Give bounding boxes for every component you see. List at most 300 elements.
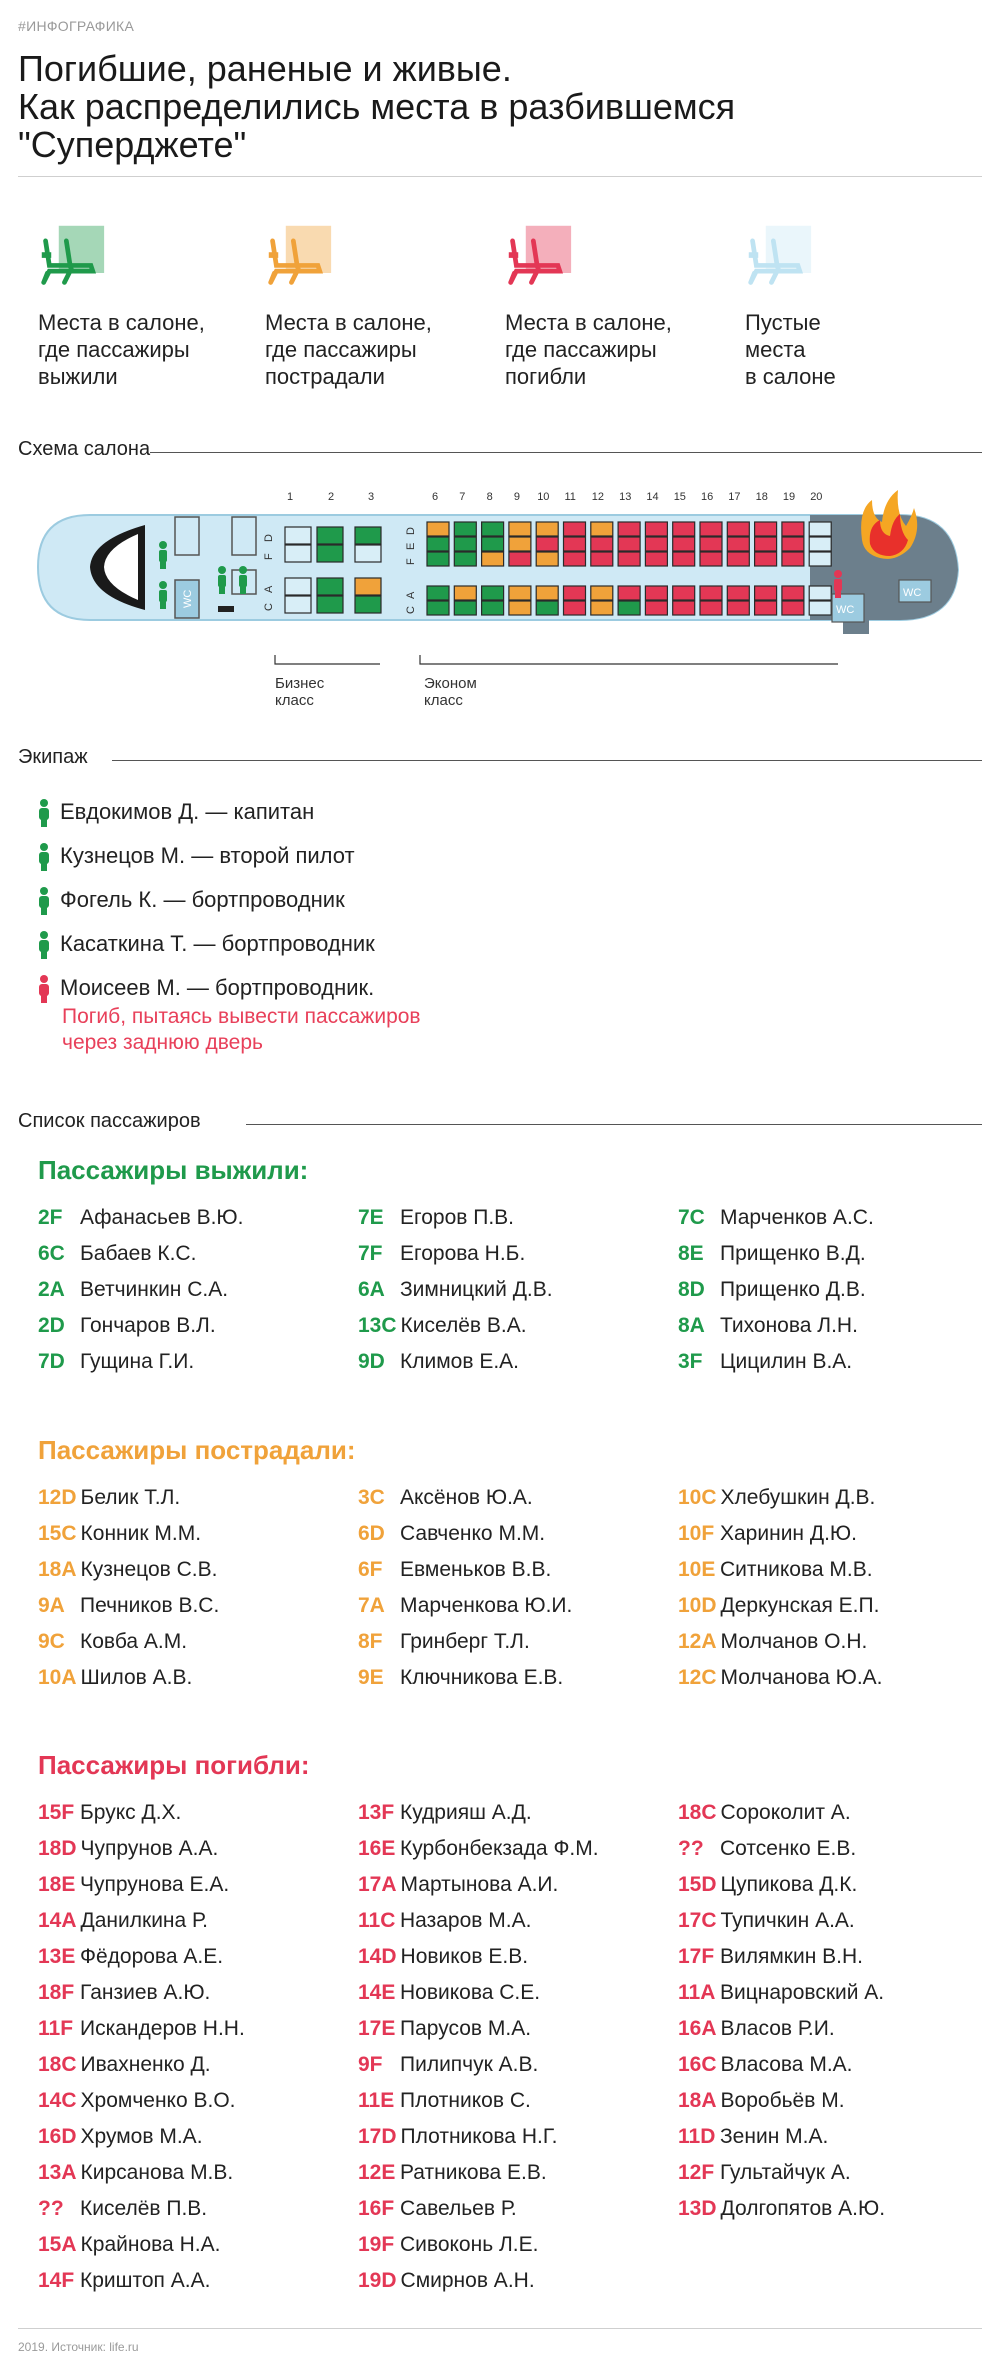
business-bracket (275, 655, 380, 664)
passenger-name: Савченко М.М. (400, 1522, 546, 1545)
crew-member (38, 929, 375, 959)
seat-economy (509, 601, 531, 615)
passenger-name: Кирсанова М.В. (80, 2161, 234, 2184)
crew-figure-head (239, 566, 247, 574)
passenger-name: Ветчинкин С.А. (80, 1278, 229, 1301)
passenger-name: Ковба А.М. (80, 1630, 188, 1653)
passenger-name: Сотсенко Е.В. (720, 1837, 857, 1860)
seat-number: 15D (678, 1873, 717, 1896)
passenger-name: Афанасьев В.Ю. (80, 1206, 244, 1229)
passenger-name: Тупичкин А.А. (720, 1909, 855, 1932)
passenger-item (38, 1200, 358, 1236)
legend-item-2 (265, 222, 465, 390)
seat-number: 7A (358, 1594, 385, 1617)
title-divider (18, 176, 982, 177)
passenger-item (678, 1831, 998, 1867)
passenger-name: Киселёв П.В. (80, 2197, 208, 2220)
row-number-14: 14 (646, 491, 659, 503)
seat-business (355, 578, 381, 595)
seat-economy (755, 552, 777, 566)
passenger-item (38, 1588, 358, 1624)
economy-class-label: Эконом (424, 675, 477, 692)
passenger-item (678, 1344, 998, 1380)
seat-economy (564, 522, 586, 536)
seat-economy (755, 537, 777, 551)
seat-economy (673, 552, 695, 566)
passenger-item (38, 1939, 358, 1975)
crew-member-name: Фогель К. — бортпроводник (60, 887, 345, 912)
legend-item-3 (505, 222, 705, 390)
passenger-item (38, 1903, 358, 1939)
seat-economy (427, 552, 449, 566)
seat-economy (454, 537, 476, 551)
seat-orange-icon (265, 222, 333, 290)
passenger-name: Печников В.С. (80, 1594, 220, 1617)
passenger-item (678, 1200, 998, 1236)
passengers-heading-line (246, 1124, 982, 1125)
legend-text-line: где пассажиры (265, 337, 417, 362)
passenger-name: Егоров П.В. (400, 1206, 515, 1229)
seat-number: 19F (358, 2233, 395, 2256)
seat-economy (645, 537, 667, 551)
passenger-column (358, 1200, 678, 1380)
passenger-name: Брукс Д.Х. (80, 1801, 182, 1824)
seat-economy (755, 586, 777, 600)
scheme-heading-line (150, 452, 982, 453)
passenger-name: Вицнаровский А. (720, 1981, 885, 2004)
seat-red-icon (505, 222, 573, 290)
seat-business (317, 527, 343, 544)
crew-figure-legs (240, 586, 246, 594)
seat-number: 2D (38, 1314, 65, 1337)
crew-figure-body (239, 575, 247, 587)
seat-economy (700, 586, 722, 600)
business-class-label-2: класс (275, 692, 314, 709)
crew-member-name: Моисеев М. — бортпроводник. (60, 975, 375, 1000)
passenger-item (358, 1200, 678, 1236)
passenger-name: Тихонова Л.Н. (720, 1314, 858, 1337)
seat-number: 10E (678, 1558, 716, 1581)
passenger-name: Чупрунов А.А. (80, 1837, 219, 1860)
passenger-item (678, 1795, 998, 1831)
passenger-name: Молчанова Ю.А. (720, 1666, 883, 1689)
seat-economy (427, 537, 449, 551)
seat-economy (618, 537, 640, 551)
passenger-name: Евменьков В.В. (400, 1558, 552, 1581)
row-number-11: 11 (564, 491, 576, 503)
seat-number: 10A (38, 1666, 77, 1689)
passenger-item (358, 1236, 678, 1272)
seat-economy (482, 522, 504, 536)
title-line-1: Погибшие, раненые и живые. (18, 48, 512, 89)
seat-economy (755, 601, 777, 615)
seat-economy (536, 522, 558, 536)
passengers-heading: Список пассажиров (18, 1110, 201, 1132)
seat-number: 7C (678, 1206, 705, 1229)
seat-economy (482, 586, 504, 600)
passenger-item (38, 1308, 358, 1344)
passenger-item (358, 2155, 678, 2191)
seat-economy (645, 522, 667, 536)
row-number-18: 18 (755, 491, 768, 503)
passenger-name: Искандеров Н.Н. (80, 2017, 245, 2040)
person-icon (38, 799, 50, 827)
passenger-item (358, 1516, 678, 1552)
legend-text-line: Места в салоне, (265, 310, 432, 335)
seat-economy (536, 601, 558, 615)
legend-text-line: пострадали (265, 364, 385, 389)
passenger-column (358, 1480, 678, 1696)
footer-divider (18, 2328, 982, 2329)
passenger-column (358, 1795, 678, 2299)
passenger-item (38, 1795, 358, 1831)
seat-letter: A (263, 585, 275, 593)
legend-text (265, 309, 465, 390)
passenger-item (678, 1903, 998, 1939)
passenger-item (358, 1344, 678, 1380)
passenger-item (358, 2083, 678, 2119)
seat-number: 18D (38, 1837, 77, 1860)
passenger-item (678, 1308, 998, 1344)
title-line-3: "Суперджете" (18, 124, 247, 165)
passenger-item (38, 2155, 358, 2191)
seat-economy (618, 552, 640, 566)
passenger-item (678, 1939, 998, 1975)
flight-attendant-figure-body (834, 579, 842, 591)
seat-economy (673, 601, 695, 615)
seat-economy (727, 586, 749, 600)
seat-economy (782, 586, 804, 600)
seat-business (355, 527, 381, 544)
pilot-figure-head (159, 541, 167, 549)
crew-member (38, 797, 314, 827)
passenger-item (358, 1552, 678, 1588)
passenger-item (38, 1344, 358, 1380)
seat-number: 19D (358, 2269, 397, 2292)
passenger-name: Курбонбекзада Ф.М. (400, 1837, 599, 1860)
economy-bracket (420, 655, 838, 664)
seat-number: 12D (38, 1486, 77, 1509)
passenger-name: Гончаров В.Л. (80, 1314, 216, 1337)
seat-economy (509, 552, 531, 566)
seat-number: 12A (678, 1630, 717, 1653)
passenger-item (678, 1516, 998, 1552)
passenger-item (38, 1236, 358, 1272)
passenger-item (38, 2227, 358, 2263)
seat-economy (509, 537, 531, 551)
person-icon (38, 843, 50, 871)
legend-text-line: места (745, 337, 806, 362)
passenger-item (38, 2119, 358, 2155)
pilot-figure-head (159, 581, 167, 589)
crew-heading-line (112, 760, 982, 761)
seat-economy (591, 586, 613, 600)
seat-economy (809, 586, 831, 600)
passenger-name: Гущина Г.И. (80, 1350, 195, 1373)
row-number-17: 17 (728, 491, 741, 503)
passenger-item (38, 2191, 358, 2227)
passenger-name: Пилипчук А.В. (400, 2053, 539, 2076)
seat-economy (645, 552, 667, 566)
seat-economy (536, 537, 558, 551)
passenger-item (38, 1660, 358, 1696)
seat-economy (482, 552, 504, 566)
passenger-item (358, 1660, 678, 1696)
passenger-name: Киселёв В.А. (400, 1314, 527, 1337)
seat-number: 17E (358, 2017, 396, 2040)
crew-figure-legs (219, 586, 225, 594)
seat-economy (782, 522, 804, 536)
pilot-figure-legs (160, 601, 166, 609)
crew-figure-body (218, 575, 226, 587)
footer-source: 2019. Источник: life.ru (18, 2340, 139, 2354)
passenger-name: Власова М.А. (720, 2053, 853, 2076)
seat-economy (700, 522, 722, 536)
flight-attendant-figure-legs (835, 590, 841, 598)
passenger-item (38, 1867, 358, 1903)
seat-number: 2F (38, 1206, 63, 1229)
seat-number: 13A (38, 2161, 77, 2184)
seat-empty-icon (745, 222, 813, 290)
passenger-name: Данилкина Р. (80, 1909, 208, 1932)
passenger-item (358, 2263, 678, 2299)
passenger-name: Егорова Н.Б. (400, 1242, 526, 1265)
passenger-name: Зимницкий Д.В. (400, 1278, 553, 1301)
seat-economy (618, 522, 640, 536)
passenger-item (38, 1272, 358, 1308)
seat-economy (427, 522, 449, 536)
seat-number: 3C (358, 1486, 385, 1509)
passenger-item (358, 2227, 678, 2263)
passenger-item (678, 2191, 998, 2227)
seat-number: 15A (38, 2233, 77, 2256)
legend-text (505, 309, 705, 390)
seat-economy (482, 601, 504, 615)
seat-letter: D (263, 534, 275, 542)
seat-economy (482, 537, 504, 551)
passenger-column (678, 1795, 998, 2227)
passenger-item (358, 2119, 678, 2155)
passenger-item (358, 2191, 678, 2227)
scheme-heading: Схема салона (18, 438, 151, 460)
passenger-name: Марченков А.С. (720, 1206, 874, 1229)
seat-number: 8F (358, 1630, 383, 1653)
legend-text-line: погибли (505, 364, 587, 389)
passenger-item (358, 1795, 678, 1831)
seat-number: 10C (678, 1486, 717, 1509)
passenger-item (678, 1272, 998, 1308)
passenger-name: Цупикова Д.К. (720, 1873, 858, 1896)
passenger-item (678, 2083, 998, 2119)
passenger-column (38, 1795, 358, 2299)
seat-number: 11C (358, 1909, 396, 1932)
crew-figure-head (218, 566, 226, 574)
crew-note-line-2: через заднюю дверь (62, 1031, 263, 1054)
passenger-column (678, 1480, 998, 1696)
passenger-name: Конник М.М. (80, 1522, 202, 1545)
passenger-name: Криштоп А.А. (80, 2269, 211, 2292)
passenger-name: Ратникова Е.В. (400, 2161, 547, 2184)
passenger-name: Плотникова Н.Г. (400, 2125, 558, 2148)
seat-number: 8D (678, 1278, 705, 1301)
legend-text-line: в салоне (745, 364, 836, 389)
seat-number: ?? (678, 1837, 704, 1860)
seat-number: 15C (38, 1522, 77, 1545)
seat-economy (618, 586, 640, 600)
crew-member (38, 885, 345, 915)
seat-number: 3F (678, 1350, 703, 1373)
seat-number: 6F (358, 1558, 383, 1581)
seat-business (285, 596, 311, 613)
passenger-name: Хлебушкин Д.В. (720, 1486, 876, 1509)
seat-number: 17D (358, 2125, 397, 2148)
seat-number: 7E (358, 1206, 384, 1229)
seat-number: 11D (678, 2125, 716, 2148)
group-heading: Пассажиры выжили: (38, 1155, 309, 1185)
passenger-item (678, 1975, 998, 2011)
seat-business (317, 578, 343, 595)
seat-number: 13F (358, 1801, 395, 1824)
seat-number: 8A (678, 1314, 705, 1337)
seat-economy (454, 522, 476, 536)
seat-number: 12F (678, 2161, 715, 2184)
passenger-name: Сороколит А. (720, 1801, 851, 1824)
passenger-name: Сивоконь Л.Е. (400, 2233, 539, 2256)
seat-economy (564, 537, 586, 551)
passenger-name: Бабаев К.С. (80, 1242, 197, 1265)
title-line-2: Как распределились места в разбившемся (18, 86, 736, 127)
seat-number: 17F (678, 1945, 715, 1968)
crew-member-name: Кузнецов М. — второй пилот (60, 843, 355, 868)
seat-economy (782, 537, 804, 551)
legend-text (38, 309, 238, 390)
passenger-item (38, 1552, 358, 1588)
passenger-name: Крайнова Н.А. (80, 2233, 221, 2256)
seat-business (355, 596, 381, 613)
passenger-name: Савельев Р. (400, 2197, 517, 2220)
seat-letter: F (405, 558, 417, 565)
seat-letter: E (405, 542, 417, 550)
crew-member-name: Евдокимов Д. — капитан (60, 799, 315, 824)
seat-business (317, 545, 343, 562)
passenger-item (678, 1588, 998, 1624)
passenger-item (38, 1516, 358, 1552)
legend-text (745, 309, 945, 390)
seat-number: 8E (678, 1242, 704, 1265)
passenger-item (358, 1588, 678, 1624)
passenger-item (678, 1624, 998, 1660)
passenger-item (678, 1480, 998, 1516)
passenger-name: Аксёнов Ю.А. (400, 1486, 533, 1509)
passenger-item (38, 1624, 358, 1660)
row-number-10: 10 (537, 491, 550, 503)
seat-number: 18A (38, 1558, 77, 1581)
passenger-item (358, 1867, 678, 1903)
seat-economy (427, 586, 449, 600)
row-number-20: 20 (810, 491, 823, 503)
seat-number: 11E (358, 2089, 395, 2112)
seat-number: 16C (678, 2053, 717, 2076)
row-number-1: 1 (287, 491, 294, 503)
row-number-12: 12 (591, 491, 605, 503)
seat-economy (618, 601, 640, 615)
seat-number: 18C (678, 1801, 717, 1824)
passenger-name: Марченкова Ю.И. (400, 1594, 573, 1617)
passenger-item (678, 1552, 998, 1588)
legend-text-line: где пассажиры (505, 337, 657, 362)
passenger-name: Климов Е.А. (400, 1350, 520, 1373)
seat-economy (564, 601, 586, 615)
passenger-name: Воробьёв М. (720, 2089, 845, 2112)
seat-economy (591, 552, 613, 566)
passenger-name: Назаров М.А. (400, 1909, 532, 1932)
passenger-name: Фёдорова А.Е. (80, 1945, 224, 1968)
seat-letter: C (263, 603, 275, 611)
passenger-name: Харинин Д.Ю. (720, 1522, 857, 1545)
row-number-2: 2 (328, 491, 335, 503)
seat-business (285, 578, 311, 595)
passenger-item (38, 2083, 358, 2119)
row-number-15: 15 (673, 491, 686, 503)
seat-number: 13E (38, 1945, 76, 1968)
seat-economy (809, 522, 831, 536)
seat-economy (509, 522, 531, 536)
passenger-name: Хрумов М.А. (80, 2125, 203, 2148)
seat-number: 11F (38, 2017, 74, 2040)
seat-number: 9D (358, 1350, 385, 1373)
seat-economy (591, 601, 613, 615)
tag-label: #ИНФОГРАФИКА (18, 18, 135, 34)
seat-economy (564, 586, 586, 600)
passenger-name: Ганзиев А.Ю. (80, 1981, 211, 2004)
passenger-name: Ивахненко Д. (80, 2053, 211, 2076)
passenger-name: Новикова С.Е. (400, 1981, 541, 2004)
passenger-item (678, 1867, 998, 1903)
legend-item-4 (745, 222, 945, 390)
passenger-item (678, 2155, 998, 2191)
passenger-item (38, 2011, 358, 2047)
seat-green-icon (38, 222, 106, 290)
passenger-name: Прищенко Д.В. (720, 1278, 866, 1301)
legend-text-line: где пассажиры (38, 337, 190, 362)
passenger-name: Ситникова М.В. (720, 1558, 873, 1581)
seat-number: 6C (38, 1242, 65, 1265)
passenger-name: Гультайчук А. (720, 2161, 851, 2184)
passenger-name: Молчанов О.Н. (720, 1630, 868, 1653)
seat-number: 9C (38, 1630, 65, 1653)
cabin-scheme (0, 470, 1000, 720)
passenger-name: Новиков Е.В. (400, 1945, 529, 1968)
seat-business (285, 545, 311, 562)
passenger-name: Хромченко В.О. (80, 2089, 236, 2112)
seat-number: 14C (38, 2089, 77, 2112)
passenger-item (678, 2011, 998, 2047)
passenger-column (38, 1200, 358, 1380)
seat-economy (454, 586, 476, 600)
seat-number: 6A (358, 1278, 385, 1301)
row-number-13: 13 (619, 491, 632, 503)
seat-economy (700, 537, 722, 551)
seat-number: 16A (678, 2017, 717, 2040)
passenger-name: Власов Р.И. (720, 2017, 835, 2040)
seat-economy (673, 586, 695, 600)
seat-economy (454, 601, 476, 615)
group-heading: Пассажиры пострадали: (38, 1435, 356, 1465)
seat-economy (427, 601, 449, 615)
seat-number: 13C (358, 1314, 397, 1337)
row-number-19: 19 (782, 491, 796, 503)
seat-economy (454, 552, 476, 566)
